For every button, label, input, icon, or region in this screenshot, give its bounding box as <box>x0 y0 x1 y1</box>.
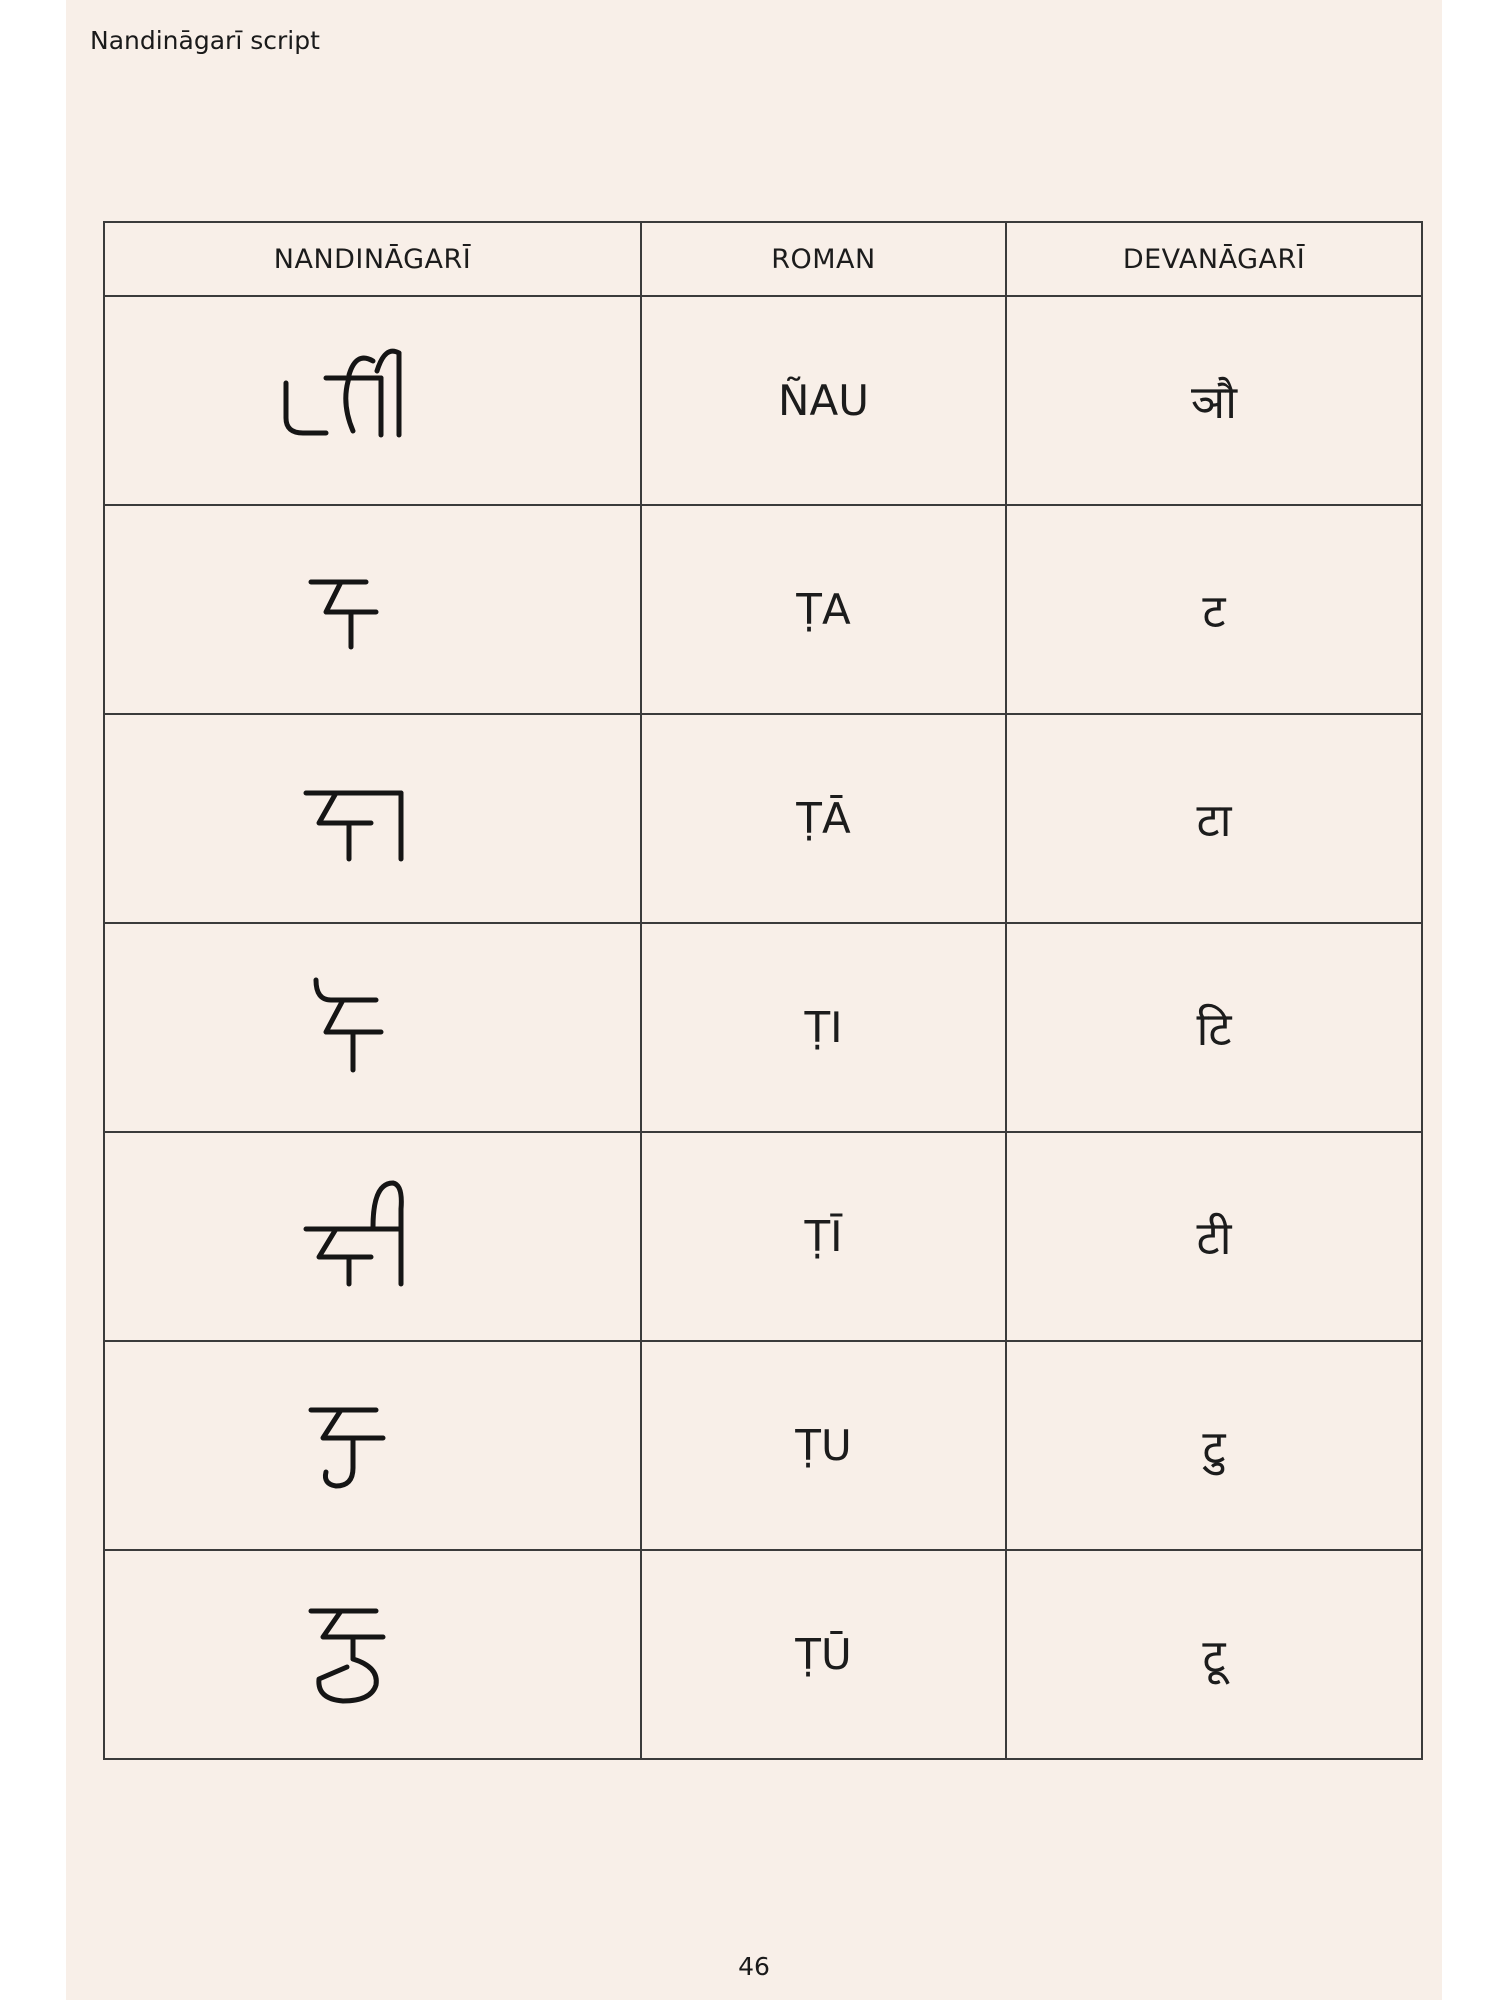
roman-transliteration: ṬĪ <box>804 1212 843 1261</box>
nandinagari-cell <box>104 505 641 714</box>
table-header-row <box>104 222 1422 296</box>
roman-transliteration: ṬŪ <box>795 1630 852 1679</box>
column-header-devanagari: DEVANĀGARĪ <box>1006 222 1422 296</box>
table-row <box>104 1132 1422 1341</box>
devanagari-character: ट <box>1202 583 1226 638</box>
devanagari-cell <box>1006 923 1422 1132</box>
roman-cell <box>641 1132 1006 1341</box>
roman-transliteration: ṬU <box>795 1421 852 1470</box>
nandinagari-cell <box>104 1550 641 1759</box>
book-page <box>66 0 1442 2000</box>
roman-cell <box>641 505 1006 714</box>
roman-cell <box>641 923 1006 1132</box>
devanagari-character: ञौ <box>1190 374 1238 429</box>
roman-transliteration: ṬI <box>804 1003 843 1052</box>
nandinagari-tu-glyph <box>281 1388 421 1498</box>
devanagari-cell <box>1006 1550 1422 1759</box>
nandinagari-tuu-glyph <box>281 1597 421 1707</box>
column-header-roman: ROMAN <box>641 222 1006 296</box>
devanagari-character: टी <box>1196 1210 1232 1265</box>
nandinagari-taa-glyph <box>281 761 421 871</box>
nandinagari-cell <box>104 923 641 1132</box>
devanagari-cell <box>1006 505 1422 714</box>
devanagari-cell <box>1006 714 1422 923</box>
roman-transliteration: ṬA <box>796 585 851 634</box>
devanagari-cell <box>1006 296 1422 505</box>
table-row <box>104 714 1422 923</box>
page-number: 46 <box>738 1952 770 1981</box>
table-row <box>104 1341 1422 1550</box>
running-head: Nandināgarī script <box>90 26 320 55</box>
table-row <box>104 1550 1422 1759</box>
devanagari-character: टा <box>1196 792 1232 847</box>
roman-cell <box>641 714 1006 923</box>
devanagari-cell <box>1006 1341 1422 1550</box>
roman-cell <box>641 1341 1006 1550</box>
table-row <box>104 923 1422 1132</box>
table-row <box>104 505 1422 714</box>
nandinagari-cell <box>104 1341 641 1550</box>
nandinagari-ti-glyph <box>281 970 421 1080</box>
nandinagari-ta-glyph <box>281 552 421 662</box>
roman-transliteration: ÑAU <box>778 376 869 425</box>
nandinagari-cell <box>104 296 641 505</box>
roman-transliteration: ṬĀ <box>796 794 851 843</box>
table-row <box>104 296 1422 505</box>
nandinagari-tii-glyph <box>281 1179 421 1289</box>
column-header-nandinagari: NANDINĀGARĪ <box>104 222 641 296</box>
devanagari-character: टू <box>1202 1628 1226 1683</box>
nandinagari-cell <box>104 714 641 923</box>
devanagari-character: टि <box>1196 1001 1232 1056</box>
nandinagari-nau-glyph <box>281 343 421 453</box>
script-comparison-table <box>103 221 1423 1760</box>
nandinagari-cell <box>104 1132 641 1341</box>
roman-cell <box>641 1550 1006 1759</box>
devanagari-cell <box>1006 1132 1422 1341</box>
devanagari-character: टु <box>1202 1419 1226 1474</box>
roman-cell <box>641 296 1006 505</box>
